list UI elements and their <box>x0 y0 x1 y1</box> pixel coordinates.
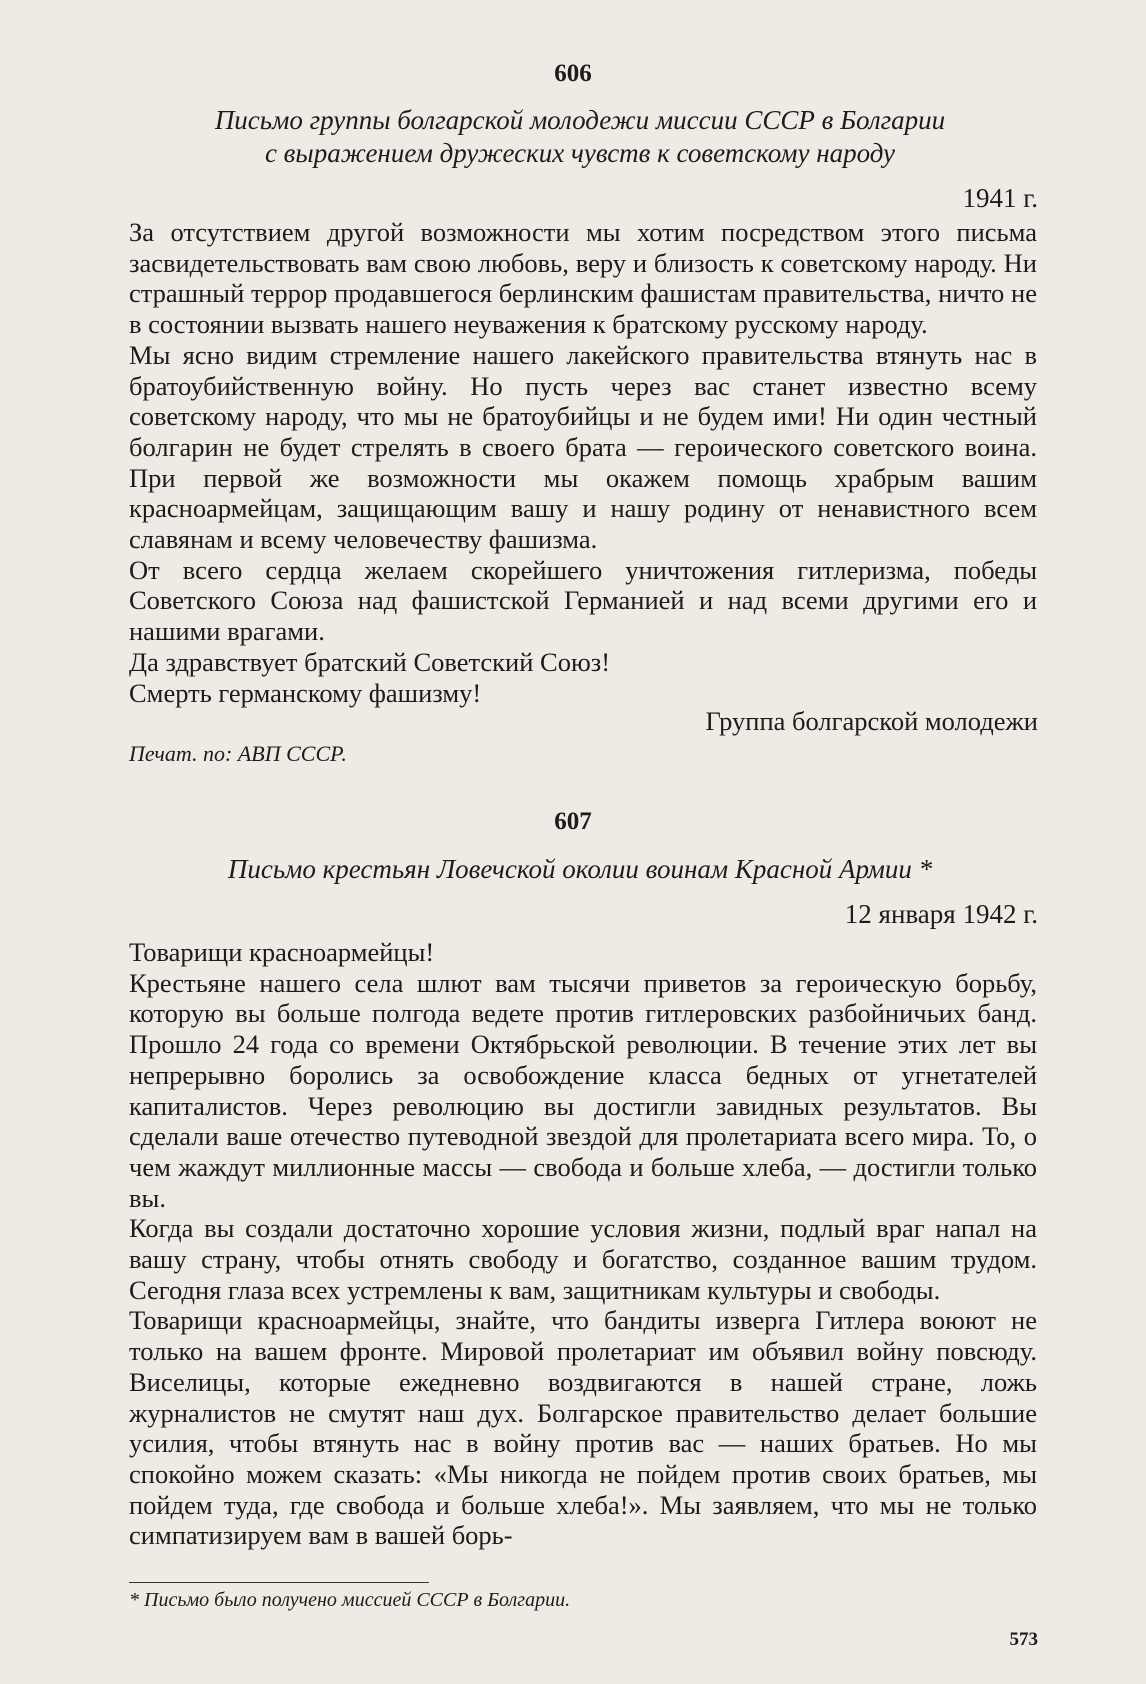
title-line-1: Письмо группы болгарской молодежи миссии СССР в Болгарии <box>214 105 946 135</box>
document-number-607: 607 <box>554 808 592 835</box>
page-number: 573 <box>1009 1629 1038 1650</box>
footnote: * Письмо было получено миссией СССР в Болгарии. <box>129 1589 571 1611</box>
document-date-606: 1941 г. <box>962 183 1038 213</box>
paragraph: Да здравствует братский Советский Союз! <box>129 646 611 677</box>
paragraph: Смерть германскому фашизму! <box>129 677 482 708</box>
paragraph: Мы ясно видим стремление нашего лакейского правительства втянуть нас в братоубийственную войну. Но пусть через вас станет известно всему советскому народу, что мы не братоубийцы и не будем ими! Ни один честный болгарин не будет стрелять в своего брата — героического советского воина. При первой же возможности мы окажем помощь храбрым вашим красноармейцам, защищающим вашу и нашу родину от ненавистного всем славянам и всему человечеству фашизма. <box>129 339 1037 555</box>
paragraph: От всего сердца желаем скорейшего уничтожения гитлеризма, победы Советского Союза над фашистской Германией и над всеми другими его и нашими врагами. <box>129 554 1037 647</box>
document-date-607: 12 января 1942 г. <box>844 899 1038 929</box>
document-body-607 <box>129 937 1037 1551</box>
signature: Группа болгарской молодежи <box>705 706 1038 736</box>
paragraph: Крестьяне нашего села шлют вам тысячи приветов за героическую борьбу, которую вы больше полгода ведете против гитлеровских разбойничьих банд. Прошло 24 года со времени Октябрьской революции. В течение этих лет вы непрерывно боролись за освобождение класса бедных от угнетателей капиталистов. Через революцию вы достигли завидных результатов. Вы сделали ваше отечество путеводной звездой для пролетариата всего мира. То, о чем жаждут миллионные массы — свобода и больше хлеба, — достигли только вы. <box>129 967 1037 1213</box>
document-title-606 <box>120 104 1040 170</box>
source-note: Печат. по: АВП СССР. <box>129 741 347 766</box>
paragraph: Когда вы создали достаточно хорошие условия жизни, подлый враг напал на вашу страну, чтобы отнять свободу и богатство, созданное вашим трудом. Сегодня глаза всех устремлены к вам, защитникам культуры и свободы. <box>129 1213 1037 1305</box>
paragraph: За отсутствием другой возможности мы хотим посредством этого письма засвидетельствовать вам свою любовь, веру и близость к советскому народу. Ни страшный террор продавшегося берлинским фашистам правительства, ничто не в состоянии вызвать нашего неуважения к братскому русскому народу. <box>129 217 1037 340</box>
paragraph: Товарищи красноармейцы, знайте, что бандиты изверга Гитлера воюют не только на вашем фронте. Мировой пролетариат им объявил войну повсюду. Виселицы, которые ежедневно воздвигаются в нашей стране, ложь журналистов не смутят наш дух. Болгарское правительство делает большие усилия, чтобы втянуть нас в войну против вас — наших братьев. Но мы спокойно можем сказать: «Мы никогда не пойдем против своих братьев, мы пойдем туда, где свобода и больше хлеба!». Мы заявляем, что мы не только симпатизируем вам в вашей борь- <box>129 1305 1037 1551</box>
document-body-606 <box>129 217 1037 708</box>
footnote-divider <box>129 1582 429 1583</box>
greeting: Товарищи красноармейцы! <box>129 937 435 967</box>
document-number-606: 606 <box>554 60 592 87</box>
document-title-607: Письмо крестьян Ловечской околии воинам Красной Армии * <box>227 854 933 884</box>
title-line-2: с выражением дружеских чувств к советскому народу <box>264 138 896 168</box>
